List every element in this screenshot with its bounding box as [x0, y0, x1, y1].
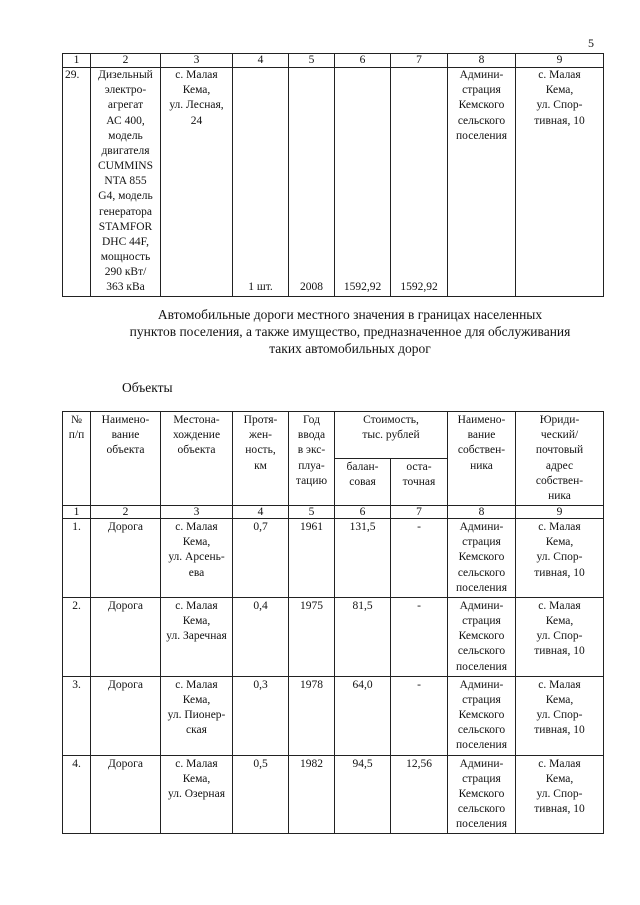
row-number: 2. [63, 597, 91, 676]
col-number: 6 [335, 506, 391, 519]
header-num: № п/п [63, 412, 91, 506]
object-year: 1975 [289, 597, 335, 676]
object-balance-cost: 94,5 [335, 755, 391, 834]
object-name: Дизельный электро- агрегат АС 400, модель двигателя CUMMINS NTA 855 G4, модель генератора STAMFOR DHC 44F, мощность 290 кВт/ 363 кВа [91, 68, 161, 297]
header-location: Местона- хождение объекта [161, 412, 233, 506]
object-length: 0,5 [233, 755, 289, 834]
page-number: 5 [588, 36, 594, 50]
header-length: Протя- жен- ность, км [233, 412, 289, 506]
object-owner: Админи- страция Кемского сельского поселения [448, 68, 516, 297]
row-number: 1. [63, 519, 91, 598]
table-row [63, 68, 604, 297]
owner-address: с. Малая Кема, ул. Спор- тивная, 10 [516, 597, 604, 676]
top-table-column-numbers [63, 54, 604, 68]
object-balance-cost: 81,5 [335, 597, 391, 676]
owner-address: с. Малая Кема, ул. Спор- тивная, 10 [516, 676, 604, 755]
header-owner: Наимено- вание собствен- ника [448, 412, 516, 506]
table-row [63, 676, 604, 755]
section-title: Автомобильные дороги местного значения в границах населенных пунктов поселения, а также имущество, предназначенное для обслуживания таких автомобильных дорог [129, 307, 571, 356]
row-number: 29. [63, 68, 91, 297]
col-number: 1 [63, 506, 91, 519]
owner-address: с. Малая Кема, ул. Спор- тивная, 10 [516, 68, 604, 297]
object-balance-cost: 64,0 [335, 676, 391, 755]
object-name: Дорога [91, 519, 161, 598]
header-balance: балан- совая [335, 459, 391, 506]
object-length: 1 шт. [233, 68, 289, 297]
owner-address: с. Малая Кема, ул. Спор- тивная, 10 [516, 755, 604, 834]
table-row [63, 519, 604, 598]
col-number: 9 [516, 54, 604, 68]
owner-address: с. Малая Кема, ул. Спор- тивная, 10 [516, 519, 604, 598]
col-number: 7 [391, 506, 448, 519]
object-year: 1978 [289, 676, 335, 755]
object-balance-cost: 1592,92 [335, 68, 391, 297]
col-number: 1 [63, 54, 91, 68]
object-location: с. Малая Кема, ул. Заречная [161, 597, 233, 676]
row-number: 4. [63, 755, 91, 834]
object-location: с. Малая Кема, ул. Озерная [161, 755, 233, 834]
table-header-row [63, 412, 604, 459]
object-length: 0,4 [233, 597, 289, 676]
col-number: 3 [161, 506, 233, 519]
object-owner: Админи- страция Кемского сельского поселения [448, 676, 516, 755]
object-location: с. Малая Кема, ул. Пионер- ская [161, 676, 233, 755]
col-number: 2 [91, 54, 161, 68]
object-residual-cost: - [391, 519, 448, 598]
col-number: 5 [289, 506, 335, 519]
object-location: с. Малая Кема, ул. Лесная, 24 [161, 68, 233, 297]
object-name: Дорога [91, 755, 161, 834]
col-number: 8 [448, 506, 516, 519]
object-year: 1961 [289, 519, 335, 598]
col-number: 7 [391, 54, 448, 68]
col-number: 9 [516, 506, 604, 519]
header-residual: оста- точная [391, 459, 448, 506]
header-year: Год ввода в экс- плуа- тацию [289, 412, 335, 506]
roads-table [62, 411, 604, 834]
header-name: Наимено- вание объекта [91, 412, 161, 506]
table-row [63, 597, 604, 676]
header-address: Юриди- ческий/ почтовый адрес собствен- ника [516, 412, 604, 506]
object-residual-cost: 12,56 [391, 755, 448, 834]
row-number: 3. [63, 676, 91, 755]
col-number: 4 [233, 54, 289, 68]
col-number: 2 [91, 506, 161, 519]
object-balance-cost: 131,5 [335, 519, 391, 598]
table-column-numbers [63, 506, 604, 519]
object-year: 1982 [289, 755, 335, 834]
object-name: Дорога [91, 676, 161, 755]
object-length: 0,3 [233, 676, 289, 755]
object-residual-cost: 1592,92 [391, 68, 448, 297]
object-owner: Админи- страция Кемского сельского поселения [448, 597, 516, 676]
object-name: Дорога [91, 597, 161, 676]
top-table [62, 53, 604, 297]
object-length: 0,7 [233, 519, 289, 598]
header-cost: Стоимость, тыс. рублей [335, 412, 448, 459]
object-location: с. Малая Кема, ул. Арсень- ева [161, 519, 233, 598]
table-row [63, 755, 604, 834]
object-residual-cost: - [391, 597, 448, 676]
col-number: 3 [161, 54, 233, 68]
col-number: 4 [233, 506, 289, 519]
section-subtitle: Объекты [122, 380, 173, 395]
col-number: 5 [289, 54, 335, 68]
object-owner: Админи- страция Кемского сельского поселения [448, 519, 516, 598]
col-number: 8 [448, 54, 516, 68]
object-residual-cost: - [391, 676, 448, 755]
object-year: 2008 [289, 68, 335, 297]
object-owner: Админи- страция Кемского сельского поселения [448, 755, 516, 834]
col-number: 6 [335, 54, 391, 68]
